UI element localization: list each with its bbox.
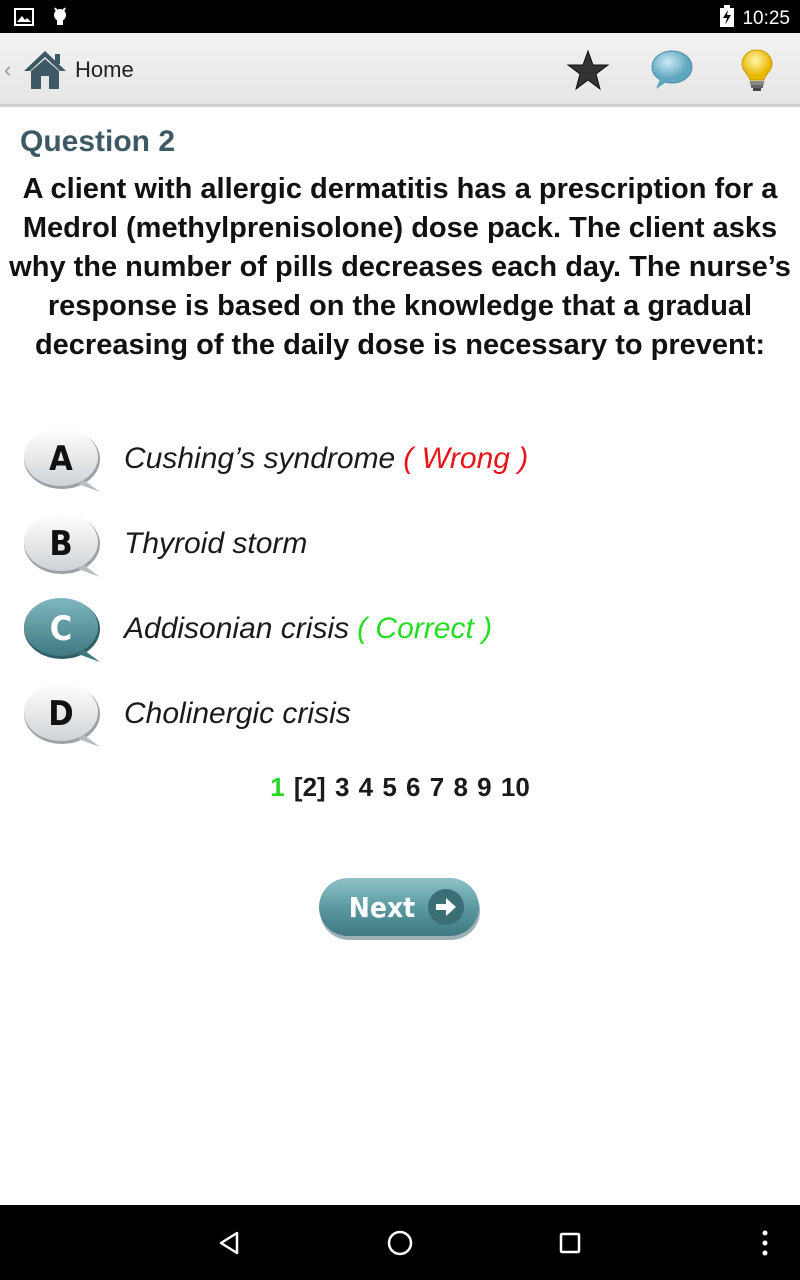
answer-option-c[interactable] bbox=[0, 588, 800, 673]
page-link[interactable]: 3 bbox=[334, 772, 350, 802]
back-caret-icon[interactable]: ‹ bbox=[4, 57, 12, 82]
lightbulb-icon[interactable] bbox=[733, 47, 781, 93]
next-button[interactable] bbox=[318, 876, 482, 942]
clock: 10:25 bbox=[742, 8, 790, 29]
answer-option-d[interactable] bbox=[0, 673, 800, 758]
android-debug-icon bbox=[52, 7, 68, 32]
svg-text:A: A bbox=[49, 439, 73, 479]
action-bar bbox=[0, 33, 800, 107]
answer-text-d: Cholinergic crisis bbox=[124, 697, 351, 730]
answer-text-a: Cushing’s syndrome bbox=[124, 442, 396, 475]
page-link[interactable]: 4 bbox=[358, 772, 374, 802]
page-link[interactable]: 6 bbox=[406, 772, 421, 802]
question-pager bbox=[0, 772, 800, 803]
star-icon[interactable] bbox=[564, 47, 612, 93]
page-link[interactable]: 8 bbox=[453, 772, 468, 802]
page-link[interactable]: 7 bbox=[429, 772, 445, 802]
status-bar bbox=[0, 0, 800, 33]
image-notification-icon bbox=[14, 8, 34, 31]
answer-option-a[interactable] bbox=[0, 418, 800, 503]
answer-text-b: Thyroid storm bbox=[124, 527, 308, 560]
page-link[interactable]: 10 bbox=[500, 772, 530, 802]
system-nav-bar bbox=[0, 1205, 800, 1280]
action-bar-title[interactable]: Home bbox=[75, 57, 134, 82]
overflow-menu-icon[interactable] bbox=[745, 1227, 785, 1259]
option-bubble-b-icon[interactable] bbox=[22, 511, 102, 579]
question-text: A client with allergic dermatitis has a prescription for a Medrol (methylprenisolone) dose pack. The client asks why the number of pills decreases each day. The nurse’s response is based on the knowledge that a gradual decreasing of the daily dose is necessary to prevent: bbox=[9, 173, 791, 361]
page-link[interactable]: 9 bbox=[477, 772, 492, 802]
answer-status-correct: ( Correct ) bbox=[357, 612, 493, 645]
option-bubble-c-icon[interactable] bbox=[22, 596, 102, 664]
option-bubble-a-icon[interactable] bbox=[22, 426, 102, 494]
home-icon[interactable] bbox=[22, 49, 68, 91]
answer-list bbox=[0, 418, 800, 758]
next-button-label: Next bbox=[348, 891, 416, 924]
page-link[interactable]: 1 bbox=[270, 772, 285, 802]
answer-status-wrong: ( Wrong ) bbox=[403, 442, 529, 475]
home-circle-icon[interactable] bbox=[380, 1227, 420, 1259]
page-current: [2] bbox=[293, 772, 326, 802]
recents-square-icon[interactable] bbox=[550, 1227, 590, 1259]
svg-text:B: B bbox=[49, 524, 73, 564]
back-triangle-icon[interactable] bbox=[210, 1227, 250, 1259]
svg-text:C: C bbox=[49, 609, 73, 649]
page-link[interactable]: 5 bbox=[382, 772, 397, 802]
chat-bubble-icon[interactable] bbox=[648, 47, 696, 93]
battery-charging-icon bbox=[720, 5, 734, 33]
answer-text-c: Addisonian crisis bbox=[124, 612, 350, 645]
option-bubble-d-icon[interactable] bbox=[22, 681, 102, 749]
answer-option-b[interactable] bbox=[0, 503, 800, 588]
svg-text:D: D bbox=[48, 694, 74, 734]
question-number: Question 2 bbox=[20, 125, 176, 158]
